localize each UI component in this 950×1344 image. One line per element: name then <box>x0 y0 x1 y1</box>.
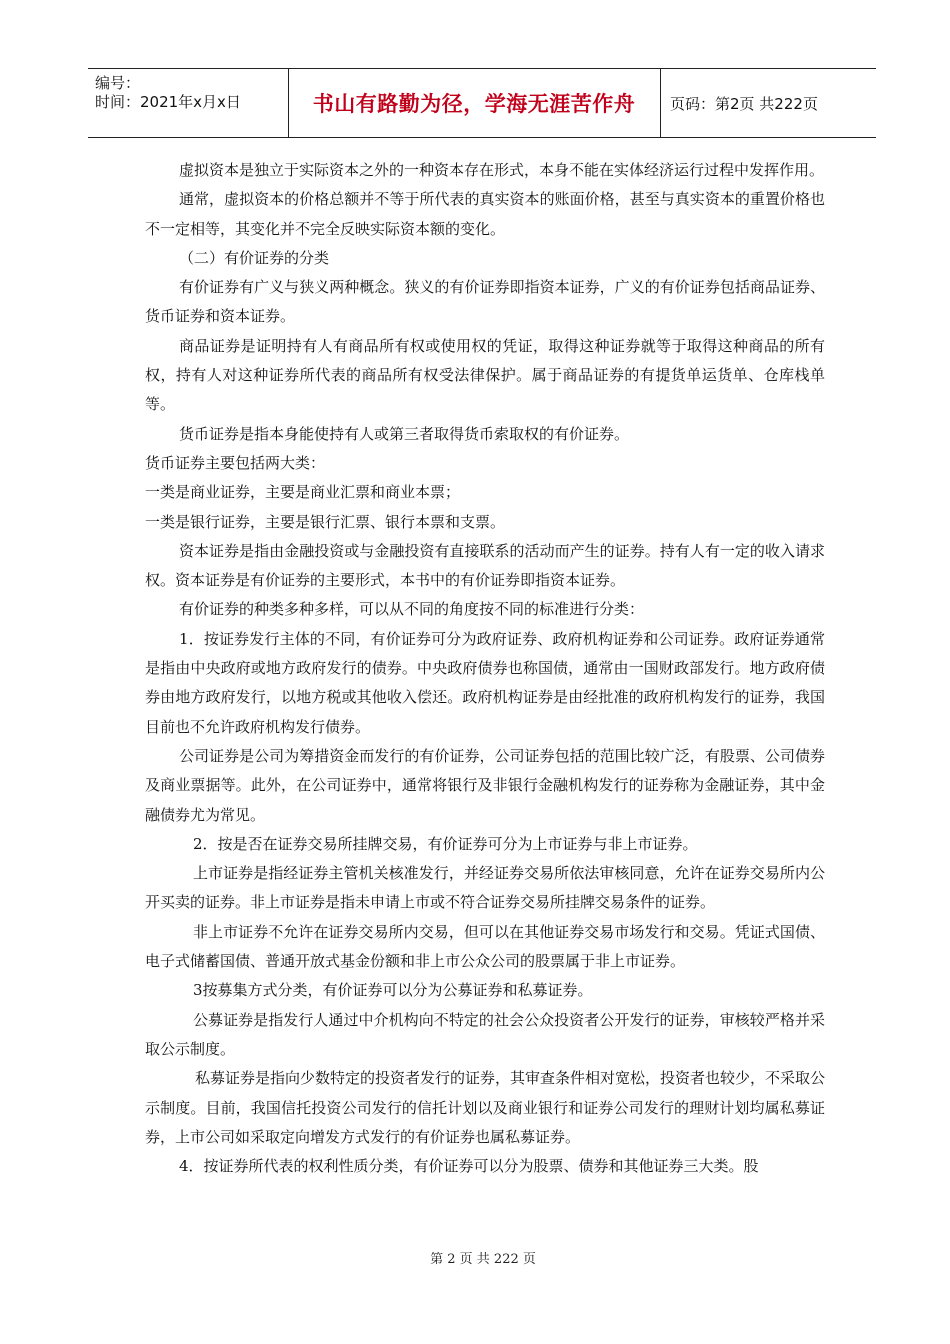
list-item: 2．按是否在证券交易所挂牌交易，有价证券可分为上市证券与非上市证券。 <box>193 834 698 853</box>
paragraph: 公募证券是指发行人通过中介机构向不特定的社会公众投资者公开发行的证券，审核较严格并采取公示制度。 <box>145 1010 825 1058</box>
section-heading: （二）有价证券的分类 <box>179 248 330 267</box>
paragraph: 货币证券主要包括两大类： <box>145 453 326 472</box>
paragraph: 资本证券是指由金融投资或与金融投资有直接联系的活动而产生的证券。持有人有一定的收入请求权。资本证券是有价证券的主要形式，本书中的有价证券即指资本证券。 <box>145 541 825 590</box>
header-page-info: 页码：第2页 共222页 <box>670 94 818 113</box>
list-item: 1．按证券发行主体的不同，有价证券可分为政府证券、政府机构证券和公司证券。政府证券通常是指由中央政府或地方政府发行的债券。中央政府债券也称国债，通常由一国财政部发行。地方政府债券由地方政府发行，以地方税或其他收入偿还。政府机构证券是由经批准的政府机构发行的证券，我国目前也不允许政府机构发行债券。 <box>145 629 825 736</box>
paragraph: 有价证券有广义与狭义两种概念。狭义的有价证券即指资本证券，广义的有价证券包括商品证券、货币证券和资本证券。 <box>145 278 825 326</box>
paragraph: 虚拟资本是独立于实际资本之外的一种资本存在形式，本身不能在实体经济运行过程中发挥作用。 <box>179 161 825 179</box>
paragraph: 货币证券是指本身能使持有人或第三者取得货币索取权的有价证券。 <box>179 424 630 443</box>
list-item: 3按募集方式分类，有价证券可以分为公募证券和私募证券。 <box>193 981 593 1000</box>
serial-label: 编号： <box>95 74 141 92</box>
list-item: 4．按证券所代表的权利性质分类，有价证券可以分为股票、债券和其他证券三大类。股 <box>179 1157 759 1176</box>
paragraph: 一类是商业证券，主要是商业汇票和商业本票； <box>145 483 461 502</box>
paragraph: 商品证券是证明持有人有商品所有权或使用权的凭证，取得这种证券就等于取得这种商品的所有权，持有人对这种证券所代表的商品所有权受法律保护。属于商品证券的有提货单运货单、仓库栈单等。 <box>145 336 825 414</box>
document-body <box>145 156 825 1181</box>
page-footer: 第 2 页 共 222 页 <box>430 1252 536 1267</box>
header-meta <box>88 69 288 137</box>
time-label: 时间：2021年x月x日 <box>95 93 241 111</box>
paragraph: 一类是银行证券，主要是银行汇票、银行本票和支票。 <box>145 512 506 531</box>
paragraph: 上市证券是指经证券主管机关核准发行，并经证券交易所依法审核同意，允许在证券交易所内公开买卖的证券。非上市证券是指未申请上市或不符合证券交易所挂牌交易条件的证券。 <box>145 864 825 912</box>
paragraph: 有价证券的种类多种多样，可以从不同的角度按不同的标准进行分类： <box>179 600 645 619</box>
header-motto: 书山有路勤为径，学海无涯苦作舟 <box>312 92 636 116</box>
paragraph: 通常，虚拟资本的价格总额并不等于所代表的真实资本的账面价格，甚至与真实资本的重置价格也不一定相等，其变化并不完全反映实际资本额的变化。 <box>145 190 825 238</box>
header-motto-cell <box>288 69 660 137</box>
paragraph: 非上市证券不允许在证券交易所内交易，但可以在其他证券交易市场发行和交易。凭证式国债、电子式储蓄国债、普通开放式基金份额和非上市公众公司的股票属于非上市证券。 <box>145 922 825 971</box>
paragraph: 公司证券是公司为筹措资金而发行的有价证券，公司证券包括的范围比较广泛，有股票、公司债券及商业票据等。此外，在公司证券中，通常将银行及非银行金融机构发行的证券称为金融证券，其中金融债券尤为常见。 <box>145 746 825 824</box>
page-header <box>88 68 876 138</box>
paragraph: 私募证券是指向少数特定的投资者发行的证券，其审查条件相对宽松，投资者也较少，不采取公示制度。目前，我国信托投资公司发行的信托计划以及商业银行和证券公司发行的理财计划均属私募证券，上市公司如采取定向增发方式发行的有价证券也属私募证券。 <box>145 1069 826 1146</box>
